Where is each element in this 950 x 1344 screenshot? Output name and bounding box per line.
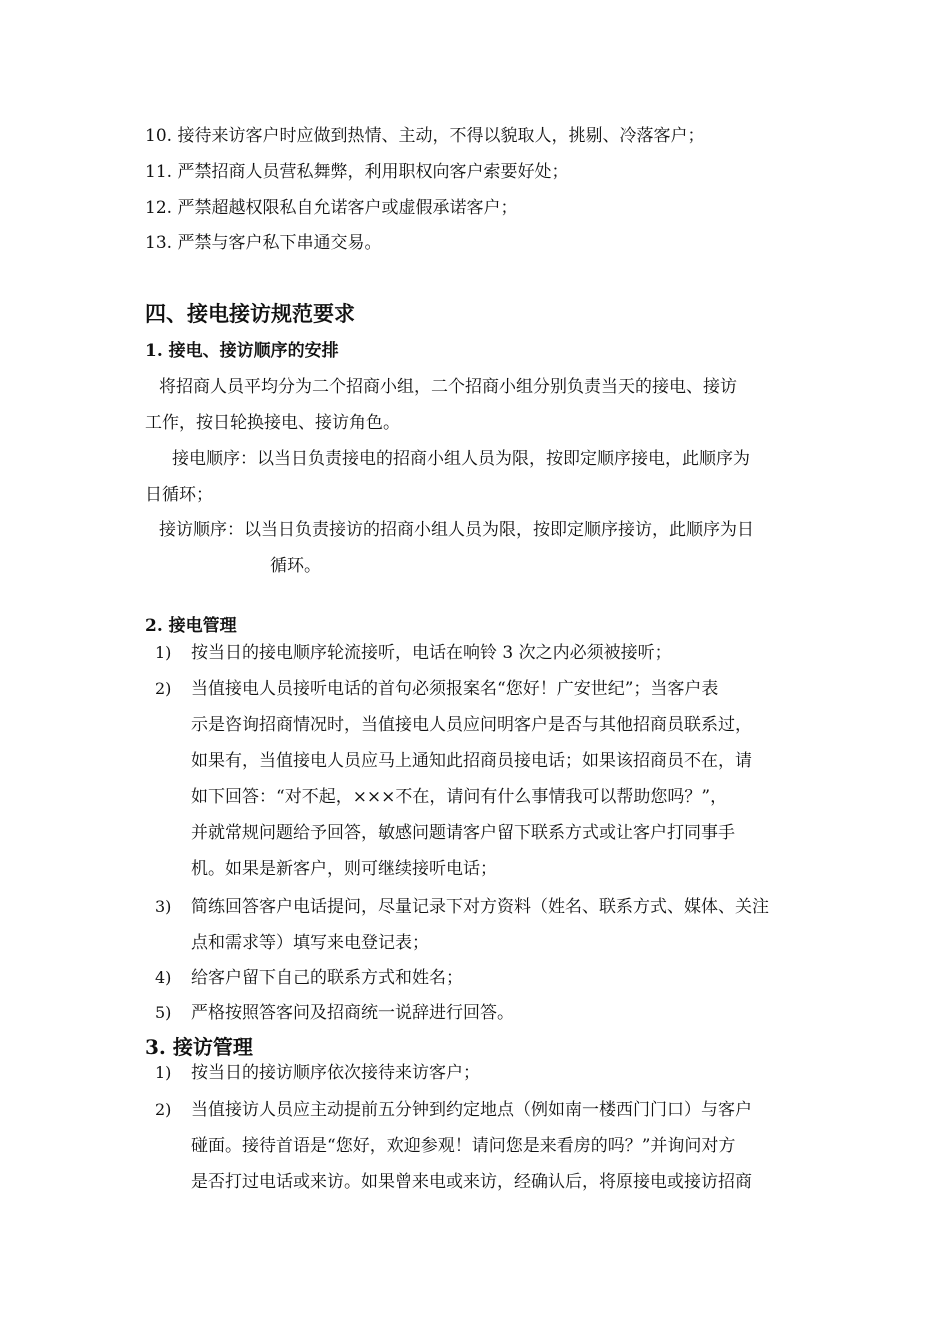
subsection-heading: 1. 接电、接访顺序的安排	[145, 341, 339, 361]
paragraph-line: 日循环；	[145, 485, 213, 505]
list-line: 示是咨询招商情况时，当值接电人员应问明客户是否与其他招商员联系过，	[191, 715, 752, 735]
list-line: 按当日的接访顺序依次接待来访客户；	[191, 1063, 480, 1083]
list-line: 并就常规问题给予回答，敏感问题请客户留下联系方式或让客户打同事手	[191, 823, 735, 843]
list-number: 1)	[155, 643, 172, 662]
paragraph-line: 将招商人员平均分为二个招商小组，二个招商小组分别负责当天的接电、接访	[159, 377, 737, 397]
list-line: 当值接电人员接听电话的首句必须报案名“您好！广安世纪”；当客户表	[191, 679, 719, 699]
list-number: 5)	[155, 1003, 172, 1022]
list-number: 4)	[155, 968, 172, 987]
section-heading: 四、接电接访规范要求	[145, 301, 355, 326]
rule-item: 11. 严禁招商人员营私舞弊，利用职权向客户索要好处；	[145, 162, 569, 182]
list-number: 2)	[155, 1100, 172, 1119]
list-line: 点和需求等）填写来电登记表；	[191, 933, 429, 953]
rule-item: 12. 严禁超越权限私自允诺客户或虚假承诺客户；	[145, 198, 518, 218]
subsection-heading: 3. 接访管理	[145, 1035, 253, 1059]
paragraph-line: 接访顺序：以当日负责接访的招商小组人员为限，按即定顺序接访，此顺序为日	[159, 520, 754, 540]
list-number: 3)	[155, 897, 172, 916]
list-line: 严格按照答客问及招商统一说辞进行回答。	[191, 1003, 514, 1023]
list-number: 2)	[155, 679, 172, 698]
paragraph-line: 工作，按日轮换接电、接访角色。	[145, 413, 400, 433]
paragraph-line: 接电顺序：以当日负责接电的招商小组人员为限，按即定顺序接电，此顺序为	[172, 449, 750, 469]
rule-item: 10. 接待来访客户时应做到热情、主动，不得以貌取人，挑剔、冷落客户；	[145, 126, 705, 146]
list-line: 如果有，当值接电人员应马上通知此招商员接电话；如果该招商员不在，请	[191, 751, 752, 771]
list-line: 给客户留下自己的联系方式和姓名；	[191, 968, 463, 988]
list-line: 如下回答：“对不起，×××不在，请问有什么事情我可以帮助您吗？”，	[191, 787, 728, 807]
rule-item: 13. 严禁与客户私下串通交易。	[145, 233, 382, 253]
list-line: 当值接访人员应主动提前五分钟到约定地点（例如南一楼西门门口）与客户	[191, 1100, 752, 1120]
list-line: 机。如果是新客户，则可继续接听电话；	[191, 859, 497, 879]
list-line: 简练回答客户电话提问，尽量记录下对方资料（姓名、联系方式、媒体、关注	[191, 897, 769, 917]
paragraph-line: 循环。	[270, 556, 321, 576]
list-number: 1)	[155, 1063, 172, 1082]
subsection-heading: 2. 接电管理	[145, 616, 237, 636]
list-line: 按当日的接电顺序轮流接听，电话在响铃 3 次之内必须被接听；	[191, 643, 672, 663]
list-line: 碰面。接待首语是“您好，欢迎参观！请问您是来看房的吗？”并询问对方	[191, 1136, 736, 1156]
list-line: 是否打过电话或来访。如果曾来电或来访，经确认后，将原接电或接访招商	[191, 1172, 752, 1192]
